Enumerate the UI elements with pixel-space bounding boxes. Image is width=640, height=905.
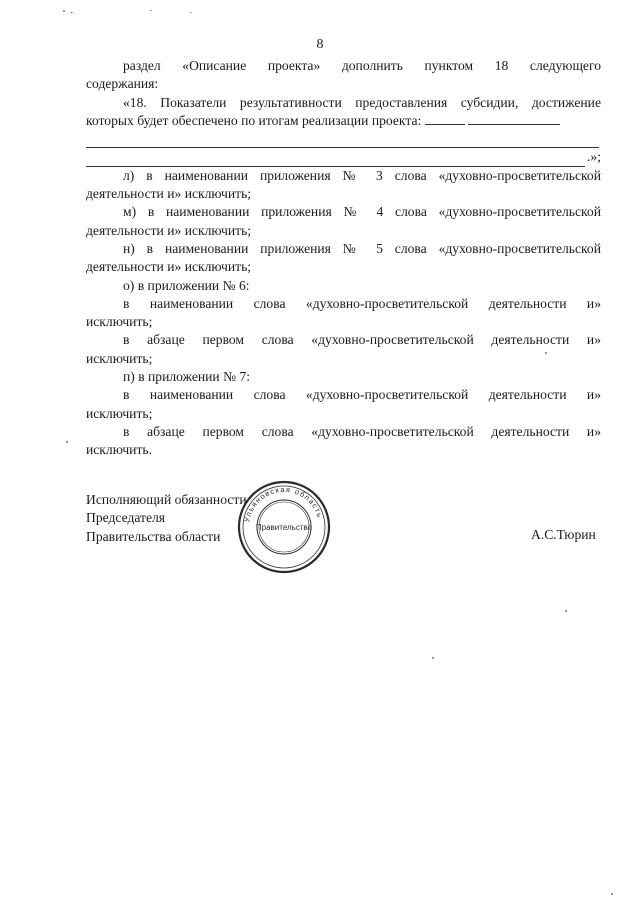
fill-in-line — [86, 130, 601, 148]
paragraph-line: в абзаце первом слова «духовно-просветительской деятельности и» — [123, 332, 601, 348]
paragraph-line: о) в приложении № 6: — [123, 277, 250, 293]
document-body — [86, 57, 601, 460]
signatory-name: А.С.Тюрин — [531, 527, 596, 542]
paragraph-line: л) в наименовании приложения № 3 слова «духовно-просветительской — [123, 167, 601, 183]
paragraph-line: в наименовании слова «духовно-просветительской деятельности и» — [123, 295, 601, 311]
paragraph-line: содержания: — [86, 76, 159, 92]
paragraph-line: п) в приложении № 7: — [123, 369, 251, 385]
blank-field — [468, 113, 560, 125]
paragraph-line: исключить. — [86, 442, 152, 458]
paragraph-line: в абзаце первом слова «духовно-просветительской деятельности и» — [123, 423, 601, 439]
paragraph-line: м) в наименовании приложения № 4 слова «духовно-просветительской — [123, 204, 601, 220]
blank-field — [425, 113, 465, 125]
signature-block — [86, 491, 247, 546]
paragraph-line — [86, 112, 601, 130]
paragraph-line: исключить; — [86, 314, 153, 330]
paragraph-line: раздел «Описание проекта» дополнить пунктом 18 следующего — [123, 58, 601, 73]
seal-ring-text: Ульяновская область — [242, 484, 325, 524]
seal-center-text: Правительство — [255, 523, 313, 532]
paragraph-line: исключить; — [86, 350, 153, 366]
paragraph-line: деятельности и» исключить; — [86, 222, 252, 238]
page-number: 8 — [316, 37, 324, 52]
paragraph-line: н) в наименовании приложения № 5 слова «духовно-просветительской — [123, 240, 601, 256]
signatory-title-line: Правительства области — [86, 528, 221, 544]
paragraph-line: деятельности и» исключить; — [86, 186, 252, 202]
paragraph-line: «18. Показатели результативности предоставления субсидии, достижение — [123, 94, 601, 110]
svg-text:Ульяновская область — [242, 485, 324, 523]
paragraph-line: в наименовании слова «духовно-просветительской деятельности и» — [123, 387, 601, 403]
signatory-title-line: Председателя — [86, 510, 166, 526]
signatory-title-line: Исполняющий обязанности — [86, 492, 247, 507]
paragraph-line: деятельности и» исключить; — [86, 259, 252, 275]
official-seal-stamp — [236, 479, 332, 575]
fill-in-line: .»; — [86, 148, 601, 166]
paragraph-line: исключить; — [86, 405, 153, 421]
paragraph-text: которых будет обеспечено по итогам реализации проекта: — [86, 112, 422, 128]
